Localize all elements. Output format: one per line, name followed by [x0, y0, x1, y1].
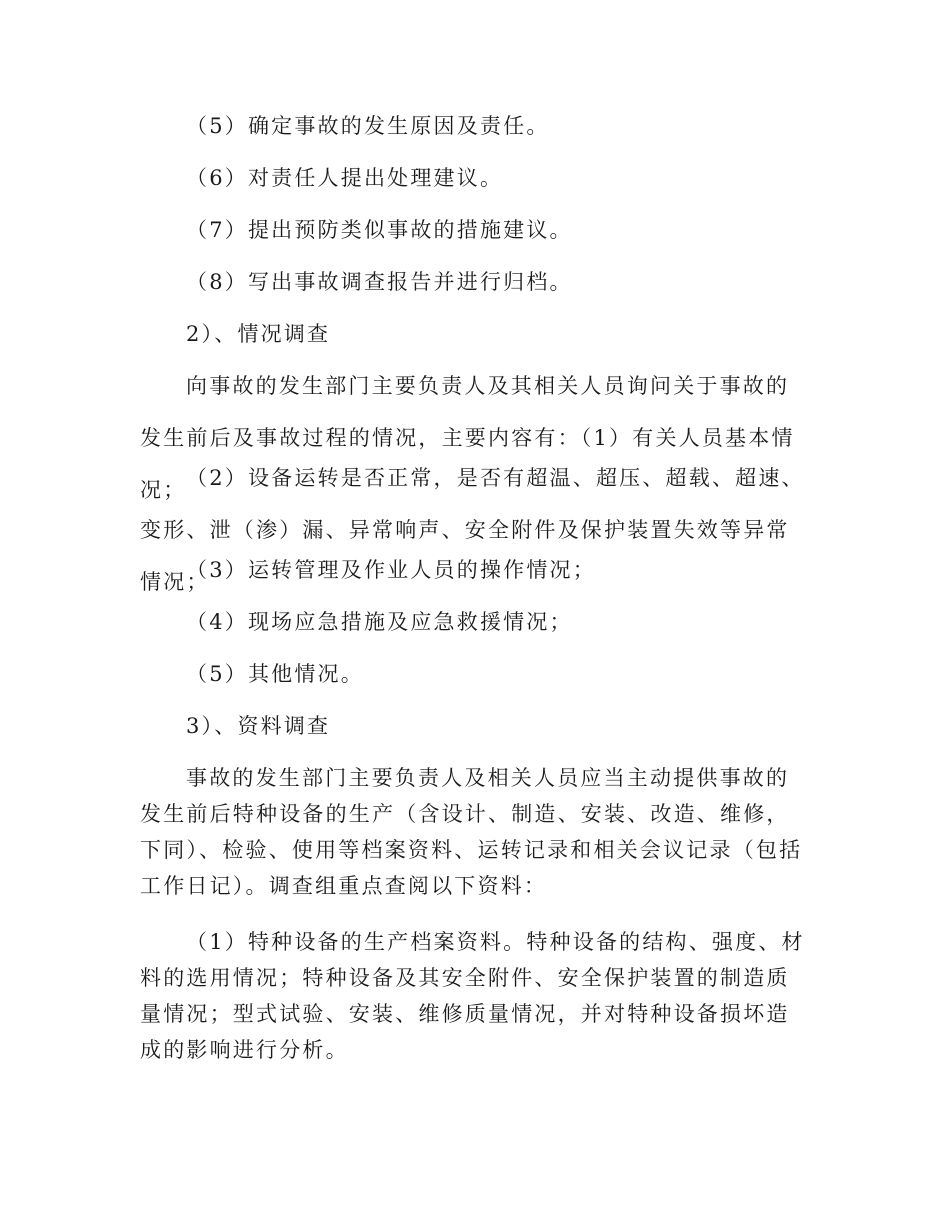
paragraph-document-provision: 事故的发生部门主要负责人及相关人员应当主动提供事故的发生前后特种设备的生产（含设计、制造、安装、改造、维修，下同）、检验、使用等档案资料、运转记录和相关会议记录（包括工作日记）。调查组重点查阅以下资料：: [140, 766, 803, 898]
paragraph-emergency-measures: （4）现场应急措施及应急救援情况；: [186, 610, 573, 634]
paragraph-item-6: （6）对责任人提出处理建议。: [186, 166, 504, 190]
section-heading-situation-survey: 2）、情况调查: [186, 322, 331, 346]
paragraph-operation-management: （3）运转管理及作业人员的操作情况；: [186, 558, 596, 582]
paragraph-equipment-operation: （2）设备运转是否正常，是否有超温、超压、超载、超速、变形、泄（渗）漏、异常响声、安全附件及保护装置失效等异常情况；: [140, 466, 805, 594]
paragraph-other-situations: （5）其他情况。: [186, 662, 364, 686]
paragraph-inquiry-intro: 向事故的发生部门主要负责人及其相关人员询问关于事故的发生前后及事故过程的情况，主要内容有：（1）有关人员基本情况；: [140, 374, 795, 502]
section-heading-document-survey: 3）、资料调查: [186, 714, 331, 738]
paragraph-production-archives: （1）特种设备的生产档案资料。特种设备的结构、强度、材料的选用情况；特种设备及其安全附件、安全保护装置的制造质量情况；型式试验、安装、维修质量情况，并对特种设备损坏造成的影响进行分析。: [140, 930, 805, 1062]
paragraph-item-7: （7）提出预防类似事故的措施建议。: [186, 218, 573, 242]
paragraph-item-8: （8）写出事故调查报告并进行归档。: [186, 270, 573, 294]
paragraph-item-5: （5）确定事故的发生原因及责任。: [186, 114, 550, 138]
